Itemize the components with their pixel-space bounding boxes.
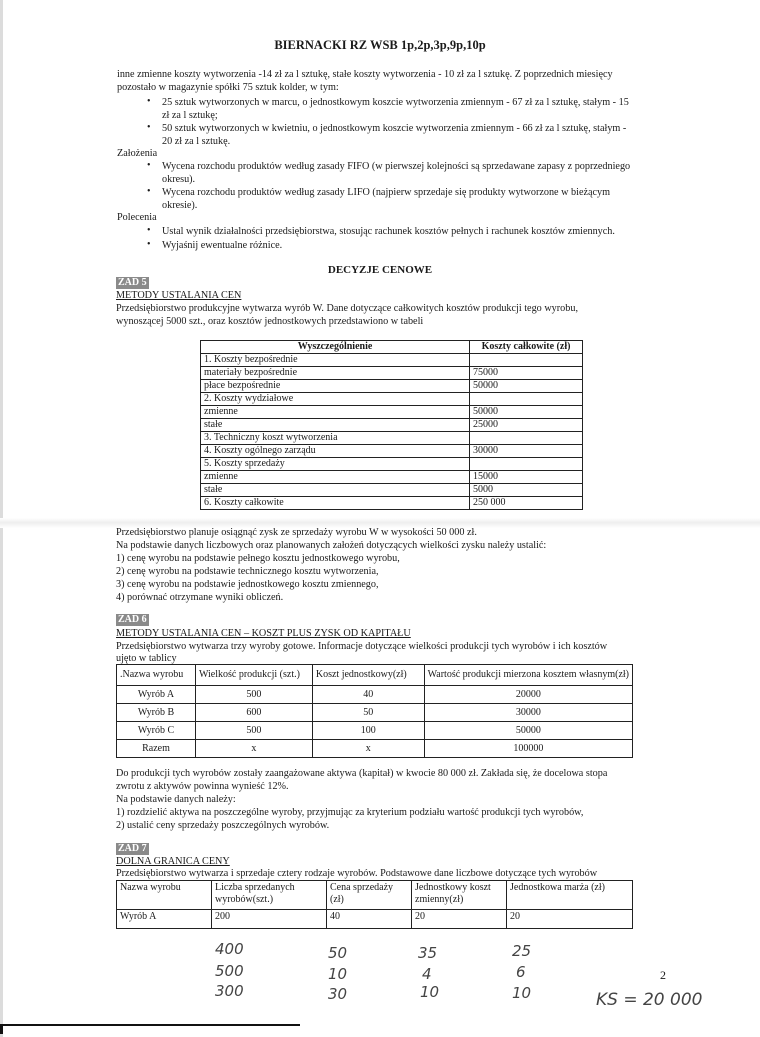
table-cell: zmienne	[201, 406, 470, 419]
table-cell: 100	[312, 722, 424, 740]
table-cell: 5. Koszty sprzedaży	[201, 458, 470, 471]
table-cell: 50	[312, 704, 424, 722]
zalozenie-2-line-2: okresie).	[162, 200, 198, 211]
page-number: 2	[660, 968, 666, 982]
table-cell: 600	[195, 704, 312, 722]
table-cell: 50000	[470, 380, 583, 393]
bullet-icon: •	[147, 225, 151, 236]
table-cell	[470, 354, 583, 367]
table-header: Wielkość produkcji (szt.)	[195, 665, 312, 686]
table-cell: 20	[412, 910, 507, 929]
intro-line-2: pozostało w magazynie spółki 75 sztuk kolder, w tym:	[117, 82, 339, 93]
handwritten-value: 6	[516, 963, 526, 981]
zalozenie-2-line-1: Wycena rozchodu produktów według zasady LIFO (najpierw sprzedaje się produkty wytworzone w bieżącym	[162, 187, 611, 198]
table-cell: 20000	[424, 686, 632, 704]
table-row	[201, 419, 583, 432]
table-row	[117, 704, 633, 722]
zad6-after-2: zwrotu z aktywów powinna wynieść 12%.	[116, 781, 289, 792]
section-heading: DECYZJE CENOWE	[327, 264, 433, 276]
table-cell: 500	[195, 722, 312, 740]
zad5-task-3: 3) cenę wyrobu na podstawie jednostkowego kosztu zmiennego,	[116, 579, 379, 590]
zad5-cost-table	[200, 340, 583, 510]
bullet-icon: •	[147, 186, 151, 197]
table-cell: Wyrób C	[117, 722, 196, 740]
table-cell: 25000	[470, 419, 583, 432]
intro-bullet-2-line-1: 50 sztuk wytworzonych w kwietniu, o jednostkowym koszcie wytworzenia zmiennym - 66 zł za l sztukę, stałym -	[162, 123, 627, 134]
handwritten-value: 35	[418, 944, 438, 962]
table-cell: 50000	[470, 406, 583, 419]
zad5-task-2: 2) cenę wyrobu na podstawie technicznego kosztu wytworzenia,	[116, 566, 379, 577]
table-cell: 75000	[470, 367, 583, 380]
table-cell: 4. Koszty ogólnego zarządu	[201, 445, 470, 458]
intro-line-1: inne zmienne koszty wytworzenia -14 zł za l sztukę, stałe koszty wytworzenia - 10 zł za l sztukę. Z poprzednich miesięcy	[117, 69, 613, 80]
page-title: BIERNACKI RZ WSB 1p,2p,3p,9p,10p	[274, 38, 486, 52]
table-header: Jednostkowa marża (zł)	[507, 881, 633, 910]
table-cell: 1. Koszty bezpośrednie	[201, 354, 470, 367]
table-cell: 6. Koszty całkowite	[201, 497, 470, 510]
table-header-row	[117, 665, 633, 686]
zalozenie-1-line-2: okresu).	[162, 174, 196, 185]
table-cell: materiały bezpośrednie	[201, 367, 470, 380]
zad5-task-4: 4) porównać otrzymane wyniki obliczeń.	[116, 592, 284, 603]
table-cell: 50000	[424, 722, 632, 740]
handwritten-value: 300	[215, 982, 244, 1000]
table-cell: 200	[212, 910, 327, 929]
handwritten-value: 10	[420, 983, 440, 1001]
polecenia-label: Polecenia	[117, 212, 157, 223]
table-cell: 250 000	[470, 497, 583, 510]
zalozenie-1-line-1: Wycena rozchodu produktów według zasady FIFO (w pierwszej kolejności są sprzedawane zapasy z poprzedniego	[162, 161, 631, 172]
table-cell: 5000	[470, 484, 583, 497]
zad6-after-1: Do produkcji tych wyrobów zostały zaangażowane aktywa (kapitał) w kwocie 80 000 zł. Zakłada się, że docelowa stopa	[116, 768, 608, 779]
table-row	[117, 686, 633, 704]
handwritten-value: 10	[512, 984, 532, 1002]
zad5-desc-1: Przedsiębiorstwo produkcyjne wytwarza wyrób W. Dane dotyczące całkowitych kosztów produkcji tego wyrobu,	[116, 303, 578, 314]
table-cell: x	[195, 740, 312, 758]
table-cell: stałe	[201, 484, 470, 497]
table-row	[117, 722, 633, 740]
bullet-icon: •	[147, 239, 151, 250]
table-cell	[470, 432, 583, 445]
table-cell: 15000	[470, 471, 583, 484]
table-cell: x	[312, 740, 424, 758]
polecenie-1: Ustal wynik działalności przedsiębiorstwa, stosując rachunek kosztów pełnych i rachunek kosztów zmiennych.	[162, 226, 615, 237]
zad5-title: METODY USTALANIA CEN	[116, 290, 242, 301]
table-header: Koszty całkowite (zł)	[470, 341, 583, 354]
zad6-title: METODY USTALANIA CEN – KOSZT PLUS ZYSK OD KAPITAŁU	[116, 628, 411, 639]
table-row	[117, 740, 633, 758]
zad5-after-1: Przedsiębiorstwo planuje osiągnąć zysk ze sprzedaży wyrobu W w wysokości 50 000 zł.	[116, 527, 477, 538]
table-row	[201, 367, 583, 380]
handwritten-value: 400	[215, 940, 244, 958]
zalozenia-label: Założenia	[117, 148, 158, 159]
table-header: Wartość produkcji mierzona kosztem własnym(zł)	[424, 665, 632, 686]
table-cell: stałe	[201, 419, 470, 432]
zad5-after-2: Na podstawie danych liczbowych oraz planowanych założeń dotyczących wielkości zysku należy ustalić:	[116, 540, 547, 551]
intro-bullet-1-line-2: zł za l sztukę;	[162, 110, 218, 121]
table-header: Cena sprzedaży (zł)	[327, 881, 412, 910]
table-header: Koszt jednostkowy(zł)	[312, 665, 424, 686]
table-row	[201, 471, 583, 484]
intro-bullet-1-line-1: 25 sztuk wytworzonych w marcu, o jednostkowym koszcie wytworzenia zmiennym - 67 zł za l sztukę, stałym - 15	[162, 97, 629, 108]
zad5-desc-2: wynoszącej 5000 szt., oraz kosztów jednostkowych przedstawiono w tabeli	[116, 316, 424, 327]
handwritten-note: KS = 20 000	[596, 990, 703, 1010]
scan-border-corner	[0, 1024, 3, 1034]
table-row	[201, 497, 583, 510]
table-cell: 40	[312, 686, 424, 704]
table-cell	[470, 458, 583, 471]
table-cell: zmienne	[201, 471, 470, 484]
handwritten-value: 500	[215, 962, 244, 980]
table-cell: Wyrób B	[117, 704, 196, 722]
table-cell: 2. Koszty wydziałowe	[201, 393, 470, 406]
zad6-desc-2: ujęto w tablicy	[116, 653, 177, 664]
table-cell: 500	[195, 686, 312, 704]
bullet-icon: •	[147, 96, 151, 107]
table-header: Wyszczególnienie	[201, 341, 470, 354]
zad7-label: ZAD 7	[118, 843, 147, 854]
table-cell: 30000	[424, 704, 632, 722]
table-row	[201, 393, 583, 406]
table-cell: płace bezpośrednie	[201, 380, 470, 393]
table-cell: Wyrób A	[117, 686, 196, 704]
zad5-task-1: 1) cenę wyrobu na podstawie pełnego kosztu jednostkowego wyrobu,	[116, 553, 400, 564]
zad5-label: ZAD 5	[118, 277, 147, 288]
bullet-icon: •	[147, 160, 151, 171]
handwritten-value: 4	[422, 965, 432, 983]
zad6-task-1: 1) rozdzielić aktywa na poszczególne wyroby, przyjmując za kryterium podziału wartość produkcji tych wyrobów,	[116, 807, 584, 818]
table-cell: 20	[507, 910, 633, 929]
table-cell: Razem	[117, 740, 196, 758]
table-cell: 30000	[470, 445, 583, 458]
table-row	[201, 484, 583, 497]
zad6-label: ZAD 6	[118, 614, 147, 625]
zad6-products-table	[116, 664, 633, 758]
handwritten-value: 10	[328, 965, 348, 983]
bullet-icon: •	[147, 122, 151, 133]
table-cell: 3. Techniczny koszt wytworzenia	[201, 432, 470, 445]
table-row	[201, 458, 583, 471]
table-row	[201, 445, 583, 458]
table-cell	[470, 393, 583, 406]
zad7-products-table	[116, 880, 633, 929]
zad7-title: DOLNA GRANICA CENY	[116, 856, 230, 867]
table-header: Nazwa wyrobu	[117, 881, 212, 910]
table-cell: 40	[327, 910, 412, 929]
zad6-after-3: Na podstawie danych należy:	[116, 794, 236, 805]
intro-bullet-2-line-2: 20 zł za l sztukę.	[162, 136, 231, 147]
table-row	[201, 380, 583, 393]
handwritten-value: 25	[512, 942, 532, 960]
table-cell: 100000	[424, 740, 632, 758]
table-header: .Nazwa wyrobu	[117, 665, 196, 686]
polecenie-2: Wyjaśnij ewentualne różnice.	[162, 240, 283, 251]
scan-border-line	[0, 1024, 300, 1026]
handwritten-value: 30	[328, 985, 348, 1003]
table-row	[201, 432, 583, 445]
table-header-row	[117, 881, 633, 910]
table-header: Liczba sprzedanych wyrobów(szt.)	[212, 881, 327, 910]
handwritten-value: 50	[328, 944, 348, 962]
table-row	[201, 406, 583, 419]
zad6-task-2: 2) ustalić ceny sprzedaży poszczególnych wyrobów.	[116, 820, 330, 831]
table-row	[117, 910, 633, 929]
table-row	[201, 354, 583, 367]
table-cell: Wyrób A	[117, 910, 212, 929]
table-header: Jednostkowy koszt zmienny(zł)	[412, 881, 507, 910]
zad6-desc-1: Przedsiębiorstwo wytwarza trzy wyroby gotowe. Informacje dotyczące wielkości produkcji tych wyrobów i ich kosztów	[116, 641, 608, 652]
zad7-desc-1: Przedsiębiorstwo wytwarza i sprzedaje cztery rodzaje wyrobów. Podstawowe dane liczbowe dotyczące tych wyrobów	[116, 868, 598, 879]
